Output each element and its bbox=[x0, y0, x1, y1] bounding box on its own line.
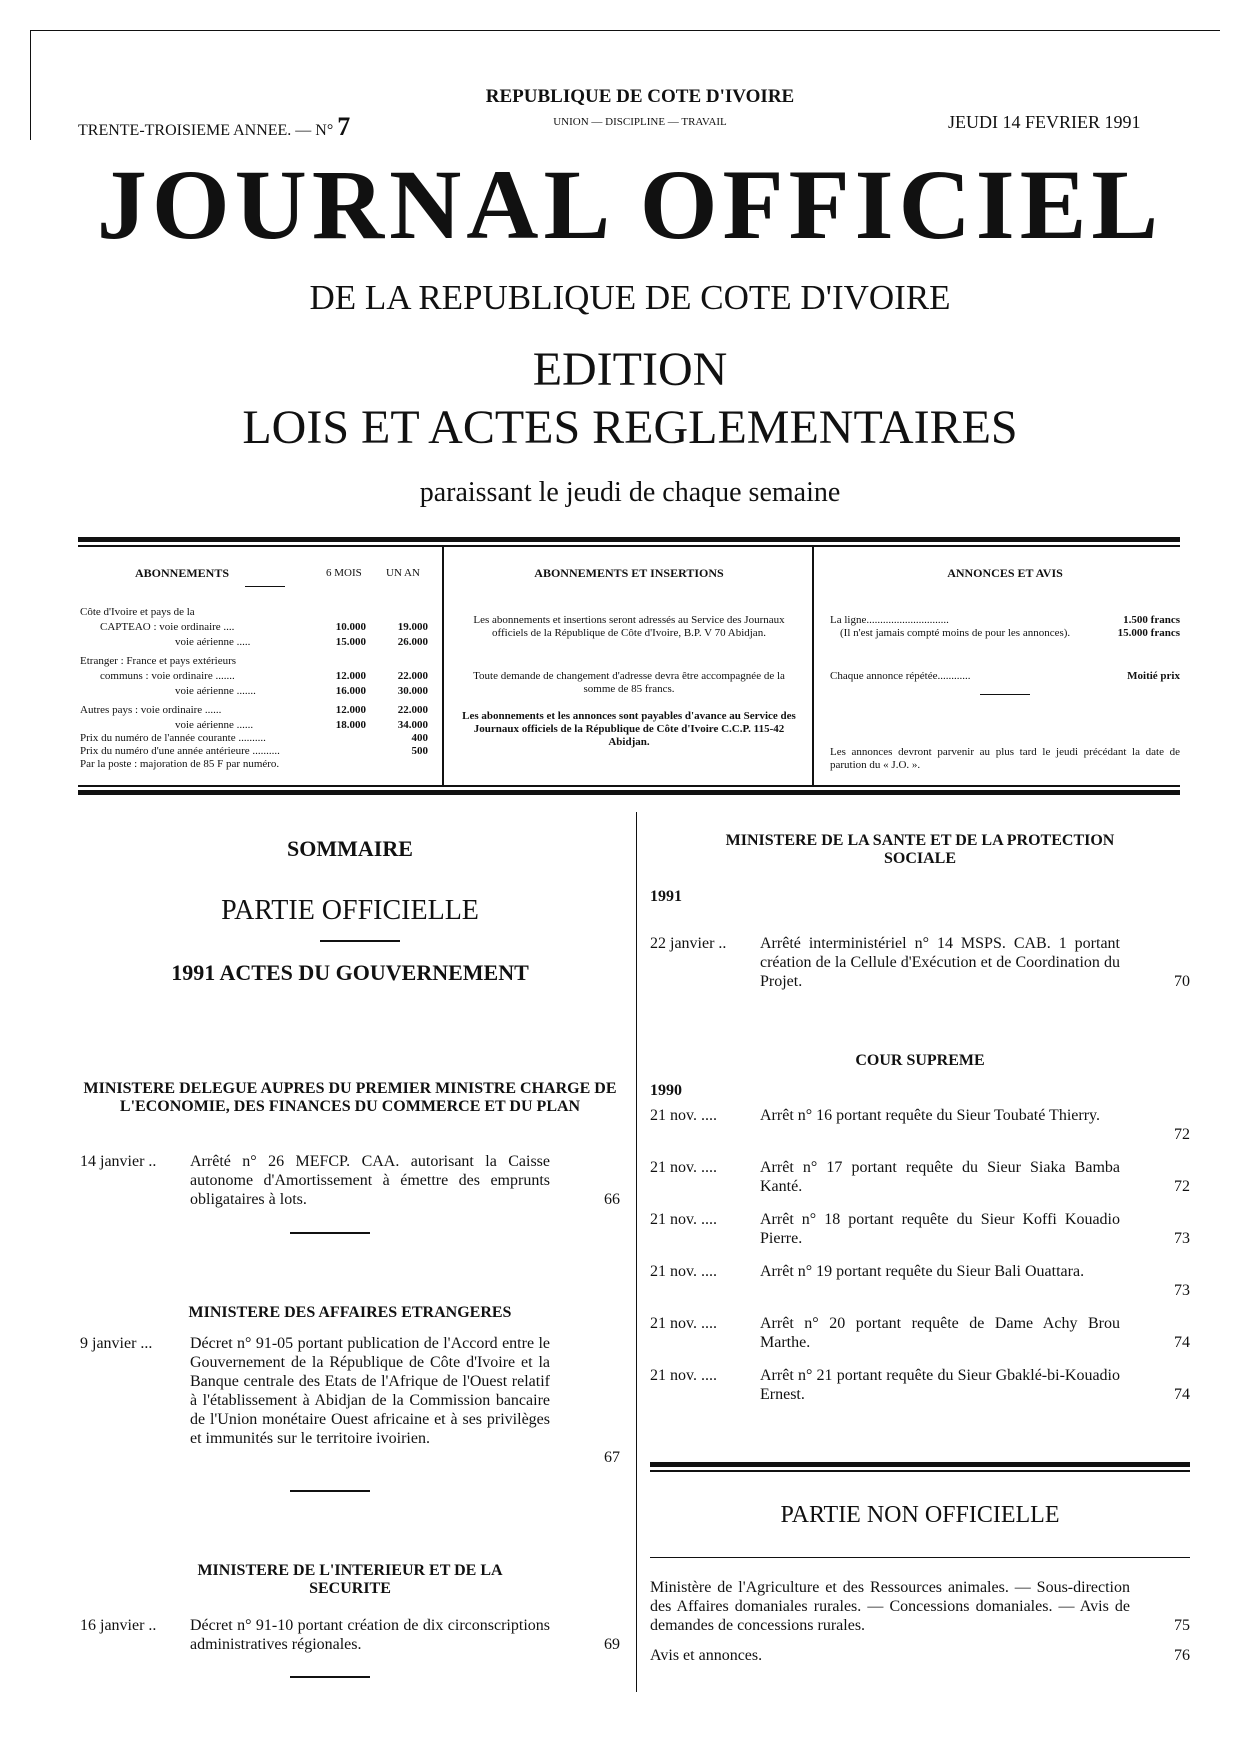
entry-page: 66 bbox=[604, 1191, 620, 1208]
subscription-row-unan: 22.000 bbox=[397, 670, 428, 682]
subscription-row-label: CAPTEAO : voie ordinaire .... bbox=[100, 621, 235, 633]
subscription-row-label: Autres pays : voie ordinaire ...... bbox=[80, 704, 222, 716]
sommaire-entry-arret[interactable] bbox=[650, 1366, 1190, 1404]
sommaire-entry-arret[interactable] bbox=[650, 1158, 1190, 1196]
subscription-row-6mois: 15.000 bbox=[335, 636, 366, 648]
non-officielle-entry-agriculture[interactable]: Ministère de l'Agriculture et des Ressources animales. — Sous-direction des Affaires domaniales rurales. — Concessions domaniales. — Avis de demandes de concessions rurales. bbox=[650, 1579, 1130, 1634]
insertions-p1: Les abonnements et insertions seront adressés au Service des Journaux officiels de la République de Côte d'Ivoire, B.P. V 70 Abidjan. bbox=[473, 614, 785, 639]
ligne-label: La ligne.............................. bbox=[830, 614, 949, 626]
actes-heading: 1991 ACTES DU GOUVERNEMENT bbox=[171, 960, 529, 985]
prix-courant-value: 400 bbox=[411, 732, 428, 744]
entry-page: 76 bbox=[1174, 1647, 1190, 1664]
entry-page: 69 bbox=[604, 1636, 620, 1653]
entry-date: 9 janvier ... bbox=[80, 1335, 153, 1352]
subscription-row-label: Côte d'Ivoire et pays de la bbox=[80, 606, 195, 618]
prix-anterieur: Prix du numéro d'une année antérieure .......... bbox=[80, 745, 280, 757]
insertions-p3: Les abonnements et les annonces sont payables d'avance au Service des Journaux officiels de la République de Côte d'Ivoire C.C.P. 115-42 Abidjan. bbox=[462, 710, 796, 748]
entry-text: Arrêt n° 21 portant requête du Sieur Gbaklé-bi-Kouadio Ernest. bbox=[760, 1367, 1120, 1403]
box-bottom-rule-thin bbox=[78, 785, 1180, 787]
non-officielle-rule bbox=[650, 1462, 1190, 1467]
ligne-value: 1.500 francs bbox=[1123, 614, 1180, 626]
entry-text: Arrêt n° 18 portant requête du Sieur Koffi Kouadio Pierre. bbox=[760, 1211, 1120, 1247]
entry-date: 21 nov. .... bbox=[650, 1211, 717, 1228]
entry-page: 75 bbox=[1174, 1617, 1190, 1634]
entry-text: Arrêt n° 17 portant requête du Sieur Siaka Bamba Kanté. bbox=[760, 1159, 1120, 1195]
entry-page: 72 bbox=[1174, 1178, 1190, 1195]
box-top-rule bbox=[78, 537, 1180, 542]
subscription-row-6mois: 10.000 bbox=[335, 621, 366, 633]
edition-name: LOIS ET ACTES REGLEMENTAIRES bbox=[242, 401, 1018, 454]
sommaire-entry-economie[interactable] bbox=[80, 1152, 620, 1209]
non-officielle-bottom-rule bbox=[650, 1557, 1190, 1558]
entry-text: Arrêté n° 26 MEFCP. CAA. autorisant la Caisse autonome d'Amortissement à émettre des emprunts obligataires à lots. bbox=[190, 1153, 550, 1208]
box-divider-2 bbox=[812, 545, 814, 785]
subscription-row-unan: 26.000 bbox=[397, 636, 428, 648]
section-rule bbox=[290, 1676, 370, 1678]
republic-heading: REPUBLIQUE DE COTE D'IVOIRE bbox=[485, 86, 795, 107]
ligne-note-value: 15.000 francs bbox=[1117, 627, 1180, 639]
subscription-row-6mois: 18.000 bbox=[335, 719, 366, 731]
journal-title: JOURNAL OFFICIEL bbox=[96, 149, 1164, 260]
year-1991: 1991 bbox=[650, 888, 682, 905]
top-border bbox=[30, 30, 1220, 31]
entry-date: 21 nov. .... bbox=[650, 1107, 717, 1124]
column-divider bbox=[636, 812, 637, 1692]
subscription-row-6mois: 12.000 bbox=[335, 670, 366, 682]
sommaire-entry-arret[interactable] bbox=[650, 1210, 1190, 1248]
subscription-row-unan: 30.000 bbox=[397, 685, 428, 697]
sommaire-heading: SOMMAIRE bbox=[287, 836, 413, 861]
sommaire-entry-arret[interactable] bbox=[650, 1106, 1190, 1144]
sommaire-entry-arret[interactable] bbox=[650, 1262, 1190, 1300]
entry-text: Arrêt n° 20 portant requête de Dame Achy Brou Marthe. bbox=[760, 1315, 1120, 1351]
subscription-row-label: Etranger : France et pays extérieurs bbox=[80, 655, 237, 667]
entry-page: 67 bbox=[604, 1449, 620, 1466]
box-bottom-rule bbox=[78, 790, 1180, 795]
entry-text: Décret n° 91-05 portant publication de l'Accord entre le Gouvernement de la République de Côte d'Ivoire et la Banque centrale des Etats de l'Afrique de l'Ouest relatif à l'établissement à Abidjan de la Commission bancaire de l'Union monétaire Ouest africaine et à ses privilèges et immunités sur le territoire ivoirien. bbox=[190, 1335, 550, 1447]
ministry-interieur: MINISTERE DE L'INTERIEUR ET DE LA SECURITE bbox=[197, 1562, 503, 1597]
subscription-row-label: voie aérienne ....... bbox=[175, 685, 256, 697]
box-top-rule-thin bbox=[78, 545, 1180, 547]
publication-frequency: paraissant le jeudi de chaque semaine bbox=[419, 477, 841, 508]
entry-date: 14 janvier .. bbox=[80, 1153, 157, 1170]
section-rule bbox=[290, 1232, 370, 1234]
col-6mois: 6 MOIS bbox=[326, 567, 362, 579]
box-divider-1 bbox=[442, 545, 444, 785]
year-1990: 1990 bbox=[650, 1082, 682, 1099]
entry-text: Arrêt n° 19 portant requête du Sieur Bali Ouattara. bbox=[760, 1263, 1085, 1280]
subscriptions-heading-rule bbox=[245, 586, 285, 587]
entry-page: 73 bbox=[1174, 1282, 1190, 1299]
poste-majoration: Par la poste : majoration de 85 F par numéro. bbox=[80, 758, 280, 770]
subscription-row-unan: 22.000 bbox=[397, 704, 428, 716]
annonces-heading: ANNONCES ET AVIS bbox=[947, 566, 1063, 580]
entry-date: 22 janvier .. bbox=[650, 935, 727, 952]
entry-date: 21 nov. .... bbox=[650, 1367, 717, 1384]
annonces-delai: Les annonces devront parvenir au plus tard le jeudi précédant la date de parution du « J.O. ». bbox=[830, 746, 1180, 771]
entry-date: 21 nov. .... bbox=[650, 1263, 717, 1280]
insertions-p2: Toute demande de changement d'adresse devra être accompagnée de la somme de 85 francs. bbox=[473, 670, 785, 695]
subscription-row-unan: 19.000 bbox=[397, 621, 428, 633]
repetee-value: Moitié prix bbox=[1127, 670, 1180, 682]
partie-non-officielle: PARTIE NON OFFICIELLE bbox=[780, 1502, 1060, 1528]
entry-text: Décret n° 91-10 portant création de dix circonscriptions administratives régionales. bbox=[190, 1617, 550, 1653]
col-unan: UN AN bbox=[386, 567, 420, 579]
entry-text: Arrêt n° 16 portant requête du Sieur Toubaté Thierry. bbox=[760, 1107, 1100, 1124]
subscription-row-6mois: 12.000 bbox=[335, 704, 366, 716]
year-issue: TRENTE-TROISIEME ANNEE. — N° 7 bbox=[78, 112, 351, 141]
sommaire-entry-affaires-etrangeres[interactable] bbox=[80, 1334, 620, 1467]
non-officielle-rule-thin bbox=[650, 1470, 1190, 1472]
insertions-heading: ABONNEMENTS ET INSERTIONS bbox=[534, 566, 724, 580]
subscription-row-6mois: 16.000 bbox=[335, 685, 366, 697]
ministry-economie: MINISTERE DELEGUE AUPRES DU PREMIER MINISTRE CHARGE DE L'ECONOMIE, DES FINANCES DU COMMERCE ET DU PLAN bbox=[83, 1080, 617, 1115]
subscription-row-label: voie aérienne ..... bbox=[175, 636, 251, 648]
non-officielle-entry-avis[interactable]: Avis et annonces. bbox=[650, 1647, 763, 1664]
prix-anterieur-value: 500 bbox=[411, 745, 428, 757]
motto: UNION — DISCIPLINE — TRAVAIL bbox=[553, 116, 727, 128]
edition-label: EDITION bbox=[532, 343, 728, 396]
ligne-note: (Il n'est jamais compté moins de pour les annonces). bbox=[840, 627, 1071, 639]
sommaire-entry-sante[interactable] bbox=[650, 934, 1190, 991]
annonces-rule bbox=[980, 694, 1030, 695]
entry-date: 21 nov. .... bbox=[650, 1159, 717, 1176]
entry-page: 73 bbox=[1174, 1230, 1190, 1247]
repetee-label: Chaque annonce répétée............ bbox=[830, 670, 971, 682]
ministry-affaires-etrangeres: MINISTERE DES AFFAIRES ETRANGERES bbox=[188, 1304, 512, 1321]
partie-officielle: PARTIE OFFICIELLE bbox=[221, 895, 479, 926]
entry-page: 74 bbox=[1174, 1386, 1190, 1403]
left-border bbox=[30, 30, 31, 140]
entry-page: 72 bbox=[1174, 1126, 1190, 1143]
entry-page: 70 bbox=[1174, 973, 1190, 990]
journal-subtitle: DE LA REPUBLIQUE DE COTE D'IVOIRE bbox=[309, 278, 951, 317]
sommaire-entry-interieur[interactable] bbox=[80, 1616, 620, 1654]
cour-supreme-heading: COUR SUPREME bbox=[855, 1052, 985, 1069]
subscription-row-label: communs : voie ordinaire ....... bbox=[100, 670, 235, 682]
entry-page: 74 bbox=[1174, 1334, 1190, 1351]
section-rule bbox=[290, 1490, 370, 1492]
issue-date: JEUDI 14 FEVRIER 1991 bbox=[948, 112, 1141, 132]
prix-courant: Prix du numéro de l'année courante .......... bbox=[80, 732, 266, 744]
sommaire-entry-arret[interactable] bbox=[650, 1314, 1190, 1352]
entry-date: 21 nov. .... bbox=[650, 1315, 717, 1332]
subscription-row-label: voie aérienne ...... bbox=[175, 719, 254, 731]
entry-date: 16 janvier .. bbox=[80, 1617, 157, 1634]
issue-number: 7 bbox=[337, 112, 351, 141]
partie-rule bbox=[320, 940, 400, 942]
subscription-row-unan: 34.000 bbox=[397, 719, 428, 731]
subscriptions-heading: ABONNEMENTS bbox=[135, 566, 230, 580]
ministry-sante: MINISTERE DE LA SANTE ET DE LA PROTECTION SOCIALE bbox=[725, 832, 1115, 867]
entry-text: Arrêté interministériel n° 14 MSPS. CAB. 1 portant création de la Cellule d'Exécution et de Coordination du Projet. bbox=[760, 935, 1120, 990]
